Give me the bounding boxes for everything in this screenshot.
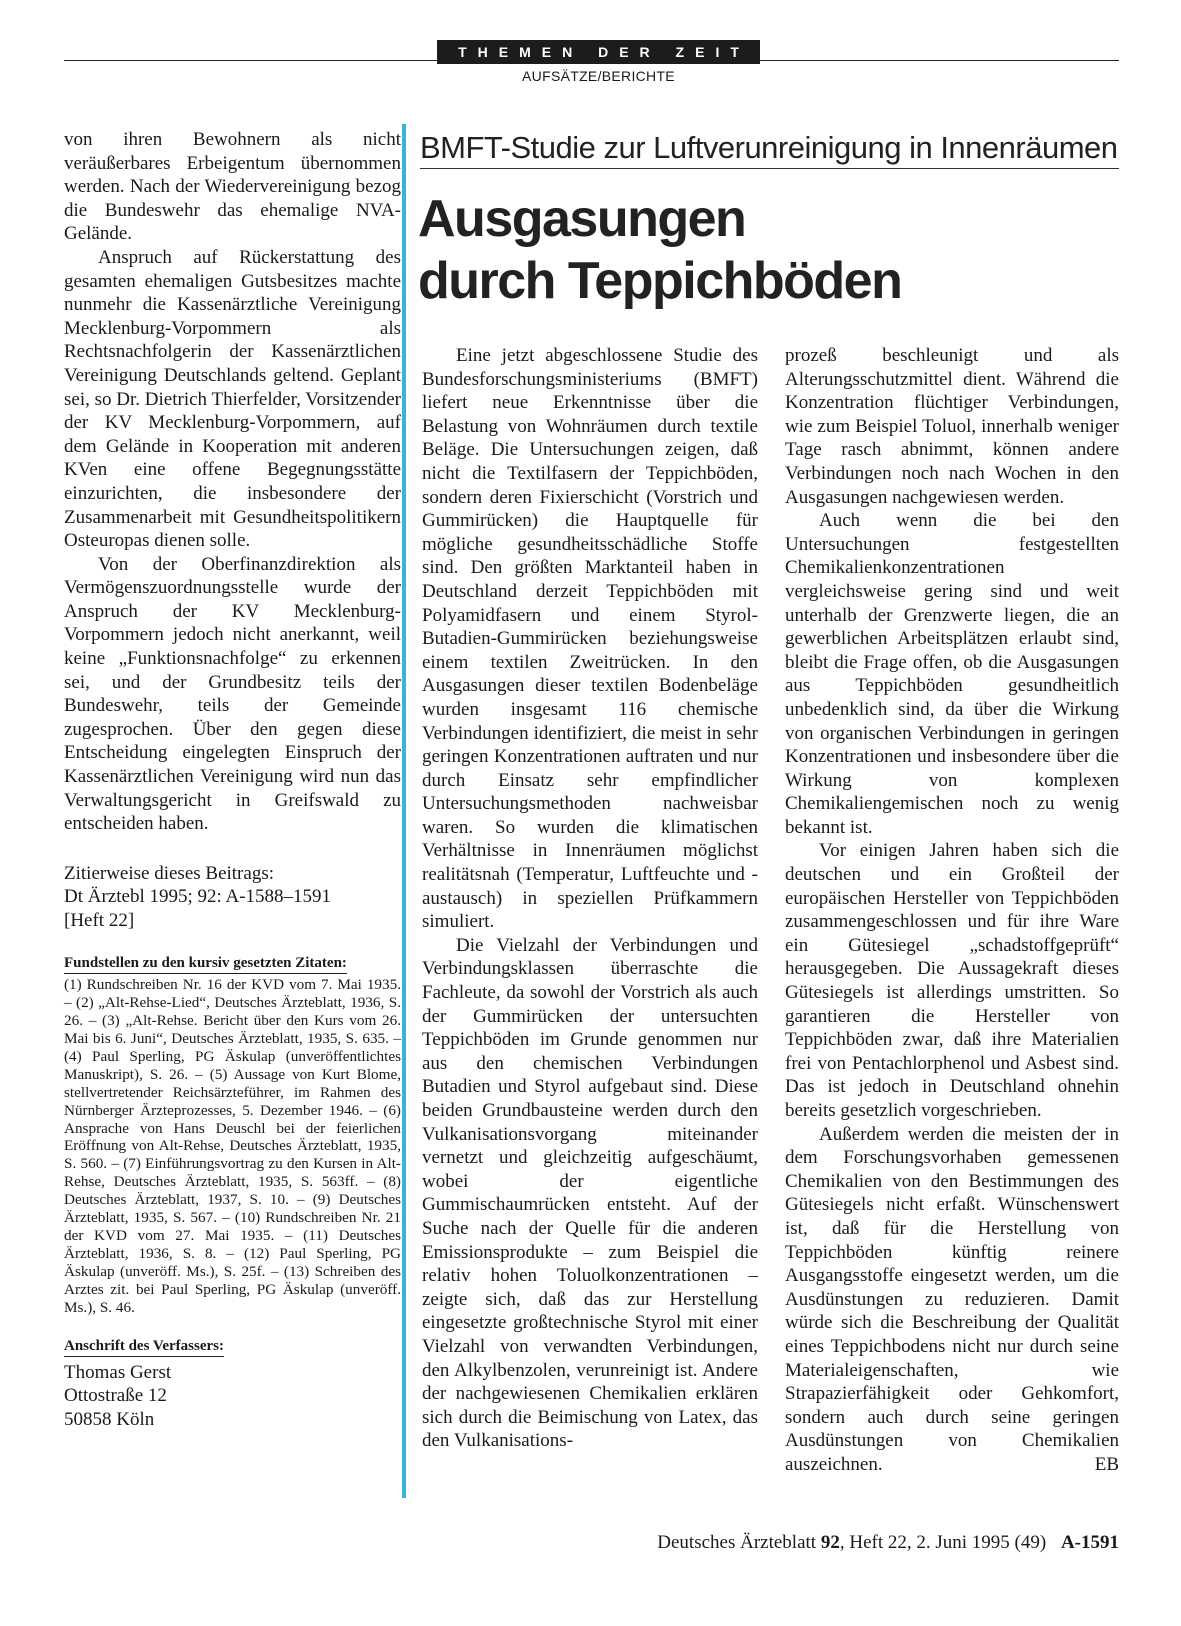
article-column-right	[785, 344, 1119, 1477]
headline-line-1: Ausgasungen	[418, 190, 746, 248]
citation-reference: Dt Ärztebl 1995; 92: A-1588–1591	[64, 886, 332, 908]
left-paragraph: Von der Oberfinanzdirektion als Vermögenszuordnungsstelle wurde der Anspruch der KV Mecklenburg-Vorpommern jedoch nicht anerkannt, weil keine „Funktionsnachfolge“ zu erkennen sei, und der Grundbesitz teils der Bundeswehr, teils der Gemeinde zugesprochen. Über den gegen diese Entscheidung eingelegten Einspruch der Kassenärztlichen Vereinigung wird nun das Verwaltungsgericht in Greifswald zu entscheiden haben.	[64, 553, 401, 835]
footer-issue-date: , Heft 22, 2. Juni 1995 (49)	[839, 1532, 1047, 1553]
author-name: Thomas Gerst	[64, 1361, 172, 1383]
article-kicker: BMFT-Studie zur Luftverunreinigung in Innenräumen	[420, 130, 1118, 165]
section-banner: THEMEN DER ZEIT	[437, 40, 760, 64]
left-column	[64, 128, 401, 1431]
footer-page-number: A-1591	[1060, 1532, 1119, 1553]
author-city: 50858 Köln	[64, 1408, 155, 1430]
article-paragraph: Die Vielzahl der Verbindungen und Verbindungsklassen überraschte die Fachleute, da sowohl der Vorstrich als auch der Gummirücken der untersuchten Teppichböden im Grunde genommen nur aus den chemischen Verbindungen Butadien und Styrol aufgebaut sind. Diese beiden Grundbausteine werden durch den Vulkanisationsvorgang miteinander vernetzt und gleichzeitig aufgeschäumt, wobei der eigentliche Gummischaumrücken entsteht. Auf der Suche nach der Quelle für die anderen Emissionsprodukte – zum Beispiel die relativ hohen Toluolkonzentrationen – zeigte sich, daß das zur Herstellung eingesetzte großtechnische Styrol mit einer Vielzahl von verwandten Verbindungen, den Alkylbenzolen, verunreinigt ist. Andere der nachgewiesenen Chemikalien erklären sich durch die Beimischung von Latex, das den Vulkanisations-	[422, 934, 758, 1452]
author-street: Ottostraße 12	[64, 1385, 167, 1407]
article-paragraph: prozeß beschleunigt und als Alterungsschutzmittel dient. Während die Konzentration flüchtiger Verbindungen, wie zum Beispiel Toluol, innerhalb weniger Tage rasch abnimmt, können andere Verbindungen noch nach Wochen in den Ausgasungen nachgewiesen werden.	[785, 345, 1119, 508]
references-text: (1) Rundschreiben Nr. 16 der KVD vom 7. Mai 1935. – (2) „Alt-Rehse-Lied“, Deutsches Ärzteblatt, 1936, S. 26. – (3) „Alt-Rehse. Bericht über den Kurs vom 26. Mai bis 6. Juni“, Deutsches Ärzteblatt, 1935, S. 635. – (4) Paul Sperling, PG Äskulap (unveröffentlichtes Manuskript), S. 26. – (5) Aussage von Kurt Blome, stellvertretender Reichsärzteführer, im Rahmen des Nürnberger Ärzteprozesses, 5. Dezember 1946. – (6) Ansprache von Hans Deuschl bei der feierlichen Eröffnung von Alt-Rehse, Deutsches Ärzteblatt, 1935, S. 560. – (7) Einführungsvortrag zu den Kursen in Alt-Rehse, Deutsches Ärzteblatt, 1935, S. 563ff. – (8) Deutsches Ärzteblatt, 1937, S. 10. – (9) Deutsches Ärzteblatt, 1935, S. 567. – (10) Rundschreiben Nr. 21 der KVD vom 27. Mai 1935. – (11) Deutsches Ärzteblatt, 1936, S. 8. – (12) Paul Sperling, PG Äskulap (unveröff. Ms.), S. 25f. – (13) Schreiben des Arztes zit. bei Paul Sperling, PG Äskulap (unveröff. Ms.), S. 46.	[64, 976, 401, 1316]
headline-line-2: durch Teppichböden	[418, 252, 902, 310]
footer-volume: 92	[820, 1532, 840, 1553]
article-paragraph: Außerdem werden die meisten der in dem Forschungsvorhaben gemessenen Chemikalien von den Bestimmungen des Gütesiegels nicht erfaßt. Wünschenswert ist, daß für die Herstellung von Teppichböden künftig reinere Ausgangsstoffe eingesetzt werden, um die Ausdünstungen zu reduzieren. Damit würde sich die Beschreibung der Qualität eines Teppichbodens nicht nur durch seine Materialeigenschaften, wie Strapazierfähigkeit oder Gehkomfort, sondern auch durch seine geringen Ausdünstungen von Chemikalien auszeichnen.	[785, 1123, 1119, 1475]
citation-block	[64, 862, 401, 933]
kicker-rule	[420, 168, 1119, 169]
address-heading: Anschrift des Verfassers:	[64, 1337, 224, 1357]
article-paragraph: Auch wenn die bei den Untersuchungen festgestellten Chemikalienkonzentrationen vergleichsweise gering sind und weit unterhalb der Grenzwerte liegen, die an gewerblichen Arbeitsplätzen erlaubt sind, bleibt die Frage offen, ob die Ausgasungen aus Teppichböden gesundheitlich unbedenklich sind, da über die Wirkung von organischen Verbindungen in geringen Konzentrationen und insbesondere über die Wirkung von komplexen Chemikaliengemischen noch zu wenig bekannt ist.	[785, 510, 1119, 838]
left-paragraph: Anspruch auf Rückerstattung des gesamten ehemaligen Gutsbesitzes machte nunmehr die Kassenärztliche Vereinigung Mecklenburg-Vorpommern als Rechtsnachfolgerin der Kassenärztlichen Vereinigung Deutschlands geltend. Geplant sei, so Dr. Dietrich Thierfelder, Vorsitzender der KV Mecklenburg-Vorpommern, auf dem Gelände in Kooperation mit anderen KVen eine offene Begegnungsstätte einzurichten, die insbesondere der Zusammenarbeit mit Gesundheitspolitikern Osteuropas dienen solle.	[64, 246, 401, 552]
citation-issue: [Heft 22]	[64, 909, 135, 931]
footer-journal: Deutsches Ärzteblatt	[657, 1532, 817, 1553]
citation-label: Zitierweise dieses Beitrags:	[64, 862, 274, 884]
left-paragraph: von ihren Bewohnern als nicht veräußerbares Erbeigentum übernommen werden. Nach der Wiedervereinigung bezog die Bundeswehr das ehemalige NVA-Gelände.	[64, 129, 401, 245]
article-accent-bar	[402, 124, 406, 1498]
article-column-middle	[422, 344, 758, 1453]
article-headline	[418, 188, 1118, 312]
author-address	[64, 1361, 401, 1432]
article-paragraph: Vor einigen Jahren haben sich die deutschen und ein Großteil der europäischen Hersteller von Teppichböden zusammengeschlossen und für ihre Ware ein Gütesiegel „schadstoffgeprüft“ herausgegeben. Die Aussagekraft dieses Gütesiegels ist allerdings umstritten. So garantieren die Hersteller von Teppichböden zwar, daß ihre Materialien frei von Pentachlorphenol und Asbest sind. Das ist jedoch in Deutschland ohnehin bereits gesetzlich vorgeschrieben.	[785, 840, 1119, 1121]
references-heading: Fundstellen zu den kursiv gesetzten Zitaten:	[64, 954, 347, 974]
section-subtitle: AUFSÄTZE/BERICHTE	[522, 68, 675, 84]
page-footer	[560, 1531, 1119, 1555]
author-signature: EB	[1094, 1453, 1119, 1475]
article-paragraph: Eine jetzt abgeschlossene Studie des Bundesforschungsministeriums (BMFT) liefert neue Erkenntnisse über die Belastung von Wohnräumen durch textile Beläge. Die Untersuchungen zeigen, daß nicht die Textilfasern der Teppichböden, sondern deren Fixierschicht (Vorstrich und Gummirücken) die Hauptquelle für mögliche gesundheitsschädliche Stoffe sind. Den größten Marktanteil haben in Deutschland derzeit Teppichböden mit Polyamidfasern und einem Styrol-Butadien-Gummirücken beziehungsweise einem textilen Zweitrücken. In den Ausgasungen dieser textilen Bodenbeläge wurden insgesamt 116 chemische Verbindungen identifiziert, die meist in sehr geringen Konzentrationen auftraten und nur durch Einsatz sehr empfindlicher Untersuchungsmethoden nachweisbar waren. So wurden die klimatischen Verhältnisse in Innenräumen möglichst realitätsnah (Temperatur, Luftfeuchte und -austausch) in speziellen Prüfkammern simuliert.	[422, 345, 758, 933]
